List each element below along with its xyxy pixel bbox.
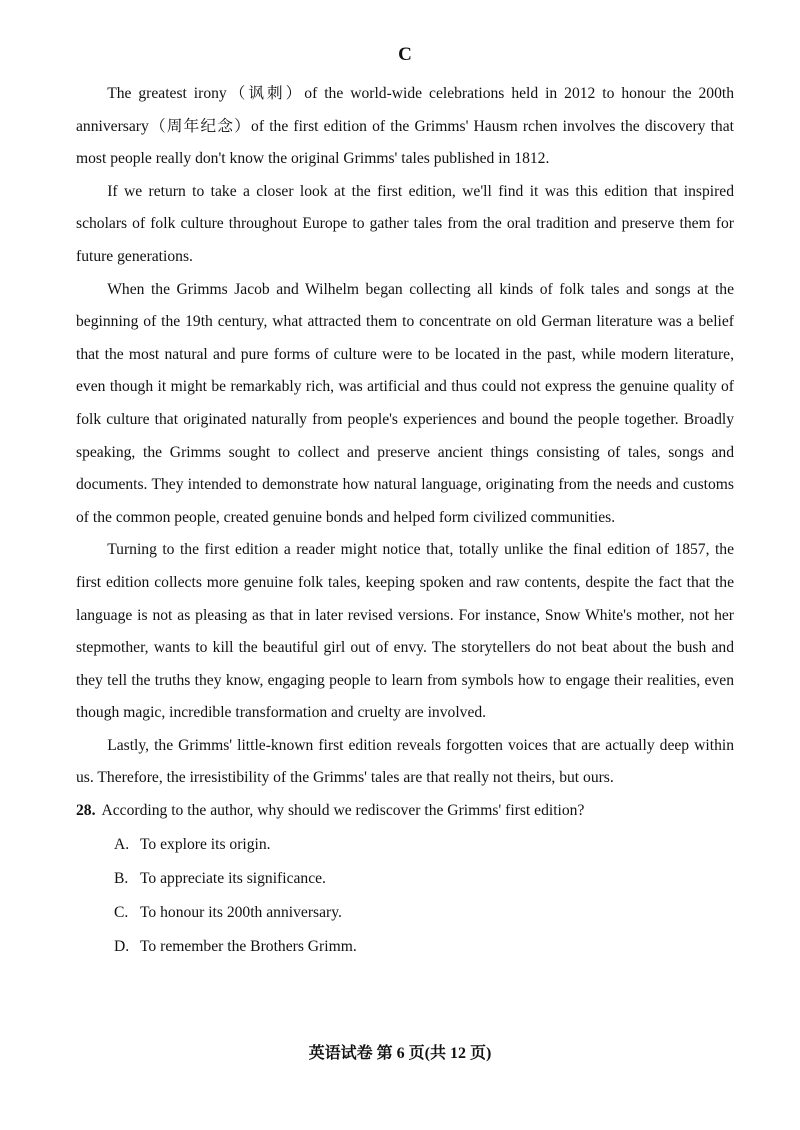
page-footer: 英语试卷 第 6 页(共 12 页) <box>308 1045 492 1062</box>
option-a <box>114 828 734 862</box>
question-28 <box>76 795 734 828</box>
passage-paragraph-1: The greatest irony（讽刺）of the world-wide celebrations held in 2012 to honour the 200th anniversary（周年纪念）of the first edition of the Grimms' Hausm rchen involves the discovery that most people really don't know the original Grimms' tales published in 1812. <box>76 85 734 168</box>
section-heading: C <box>398 44 412 65</box>
passage-paragraph-2: If we return to take a closer look at the first edition, we'll find it was this edition that inspired scholars of folk culture throughout Europe to gather tales from the oral tradition and preserve them for future generations. <box>76 182 734 265</box>
passage-paragraph-5: Lastly, the Grimms' little-known first edition reveals forgotten voices that are actually deep within us. Therefore, the irresistibility of the Grimms' tales are that really not theirs, but ours. <box>76 736 734 787</box>
question-stem: According to the author, why should we rediscover the Grimms' first edition? <box>101 802 585 820</box>
passage-paragraph-4: Turning to the first edition a reader might notice that, totally unlike the final edition of 1857, the first edition collects more genuine folk tales, keeping spoken and raw contents, despite the fact that the language is not as pleasing as that in later revised versions. For instance, Snow White's mother, not her stepmother, wants to kill the beautiful girl out of envy. The storytellers do not beat about the bush and they tell the truths they know, engaging people to learn from symbols how to engage their realities, even though magic, incredible transformation and cruelty are involved. <box>76 541 734 722</box>
option-text: To remember the Brothers Grimm. <box>140 937 357 955</box>
reading-passage <box>76 78 734 795</box>
option-letter: D. <box>114 937 130 955</box>
question-number: 28. <box>76 802 96 820</box>
option-letter: A. <box>114 835 130 853</box>
option-c <box>114 896 734 930</box>
passage-paragraph-3: When the Grimms Jacob and Wilhelm began collecting all kinds of folk tales and songs at the beginning of the 19th century, what attracted them to concentrate on old German literature was a belief that the most natural and pure forms of culture were to be located in the past, while modern literature, even though it might be remarkably rich, was artificial and thus could not express the genuine quality of folk culture that originated naturally from people's experiences and bound the people together. Broadly speaking, the Grimms sought to collect and preserve ancient things consisting of tales, songs and documents. They intended to demonstrate how natural language, originating from the needs and customs of the common people, created genuine bonds and helped form civilized communities. <box>76 280 734 526</box>
option-text: To appreciate its significance. <box>140 869 326 887</box>
option-text: To explore its origin. <box>140 835 271 853</box>
option-b <box>114 862 734 896</box>
option-letter: C. <box>114 903 129 921</box>
option-text: To honour its 200th anniversary. <box>140 903 342 921</box>
answer-options <box>76 828 734 964</box>
option-letter: B. <box>114 869 129 887</box>
option-d <box>114 930 734 964</box>
